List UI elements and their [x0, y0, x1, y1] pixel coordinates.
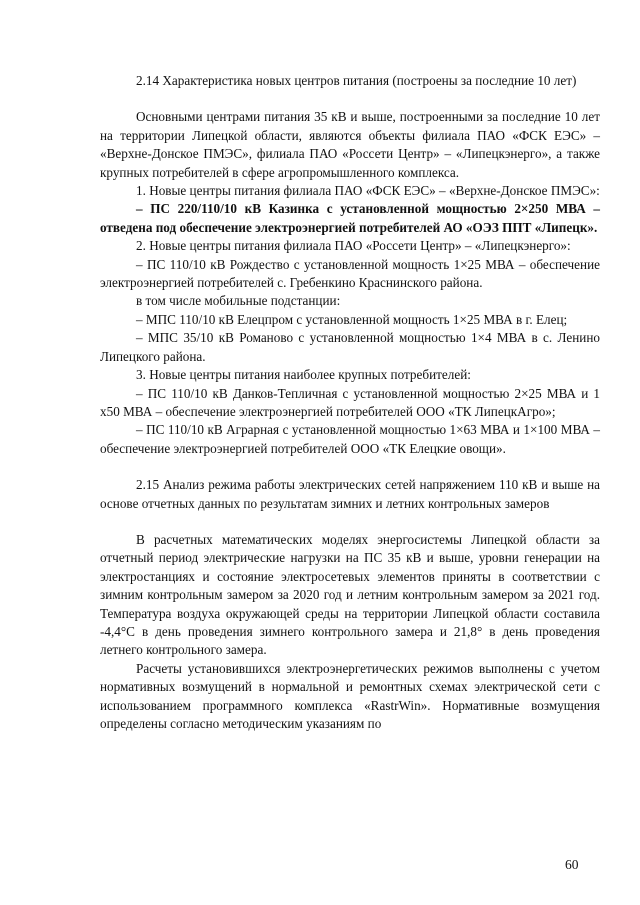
section-2-14-heading: 2.14 Характеристика новых центров питания (построены за последние 10 лет) [136, 73, 577, 88]
spacer [100, 458, 600, 476]
item-2-title: 2. Новые центры питания филиала ПАО «Россети Центр» – «Липецкэнерго»: [136, 238, 571, 254]
section-2-15-paragraph-1: В расчетных математических моделях энергосистемы Липецкой области за отчетный период электрические нагрузки на ПС 35 кВ и выше, уровни генерации на электростанциях и состояние электросетевых элементов приняты в соответствии с зимним контрольным замером за 2020 год и летним контрольным замером за 2021 год. Температура воздуха окружающей среды на территории Липецкой области составила -4,4°С в день проведения зимнего контрольного замера и 21,8° в день проведения летнего контрольного замера. [100, 531, 600, 658]
item-3-bullet-1: – ПС 110/10 кВ Данков-Тепличная с установленной мощностью 2×25 МВА и 1 х50 МВА – обеспечение электроэнергией потребителей ООО «ТК ЛипецкАгро»; [100, 385, 600, 419]
section-2-15-paragraph-2: Расчеты установившихся электроэнергетических режимов выполнены с учетом нормативных возмущений в нормальной и ремонтных схемах электрической сети с использованием программного комплекса «RastrWin». Нормативные возмущения определены согласно методическим указаниям по [100, 660, 600, 731]
item-2-bullet-2: – МПС 110/10 кВ Елецпром с установленной мощность 1×25 МВА в г. Елец; [136, 311, 568, 327]
spacer [100, 90, 600, 108]
item-2-mobile-label: в том числе мобильные подстанции: [136, 293, 341, 309]
item-2-bullet-3: – МПС 35/10 кВ Романово с установленной мощностью 1×4 МВА в с. Ленино Липецкого района. [100, 330, 600, 364]
section-2-15-heading: 2.15 Анализ режима работы электрических сетей напряжением 110 кВ и выше на основе отчетных данных по результатам зимних и летних контрольных замеров [100, 477, 600, 511]
section-2-14-intro: Основными центрами питания 35 кВ и выше, построенными за последние 10 лет на территории Липецкой области, являются объекты филиала ПАО «ФСК ЕЭС» – «Верхне-Донское ПМЭС», филиала ПАО «Россети Центр» – «Липецкэнерго», а также крупных потребителей в сфере агропромышленного комплекса. [100, 109, 600, 180]
item-3-title: 3. Новые центры питания наиболее крупных потребителей: [136, 367, 471, 383]
page-number: 60 [565, 857, 579, 872]
document-body [100, 72, 600, 733]
item-2-bullet-1: – ПС 110/10 кВ Рождество с установленной мощность 1×25 МВА – обеспечение электроэнергией потребителей с. Гребенкино Краснинского района. [100, 256, 600, 291]
item-1-bullet-1: – ПС 220/110/10 кВ Казинка с установленной мощностью 2×250 МВА – отведена под обеспечение электроэнергией потребителей АО «ОЭЗ ППТ «Липецк». [100, 201, 600, 235]
spacer [100, 513, 600, 531]
item-1-title: 1. Новые центры питания филиала ПАО «ФСК ЕЭС» – «Верхне-Донское ПМЭС»: [136, 183, 600, 199]
item-3-bullet-2: – ПС 110/10 кВ Аграрная с установленной мощностью 1×63 МВА и 1×100 МВА – обеспечение электроэнергией потребителей ООО «ТК Елецкие овощи». [100, 422, 600, 456]
